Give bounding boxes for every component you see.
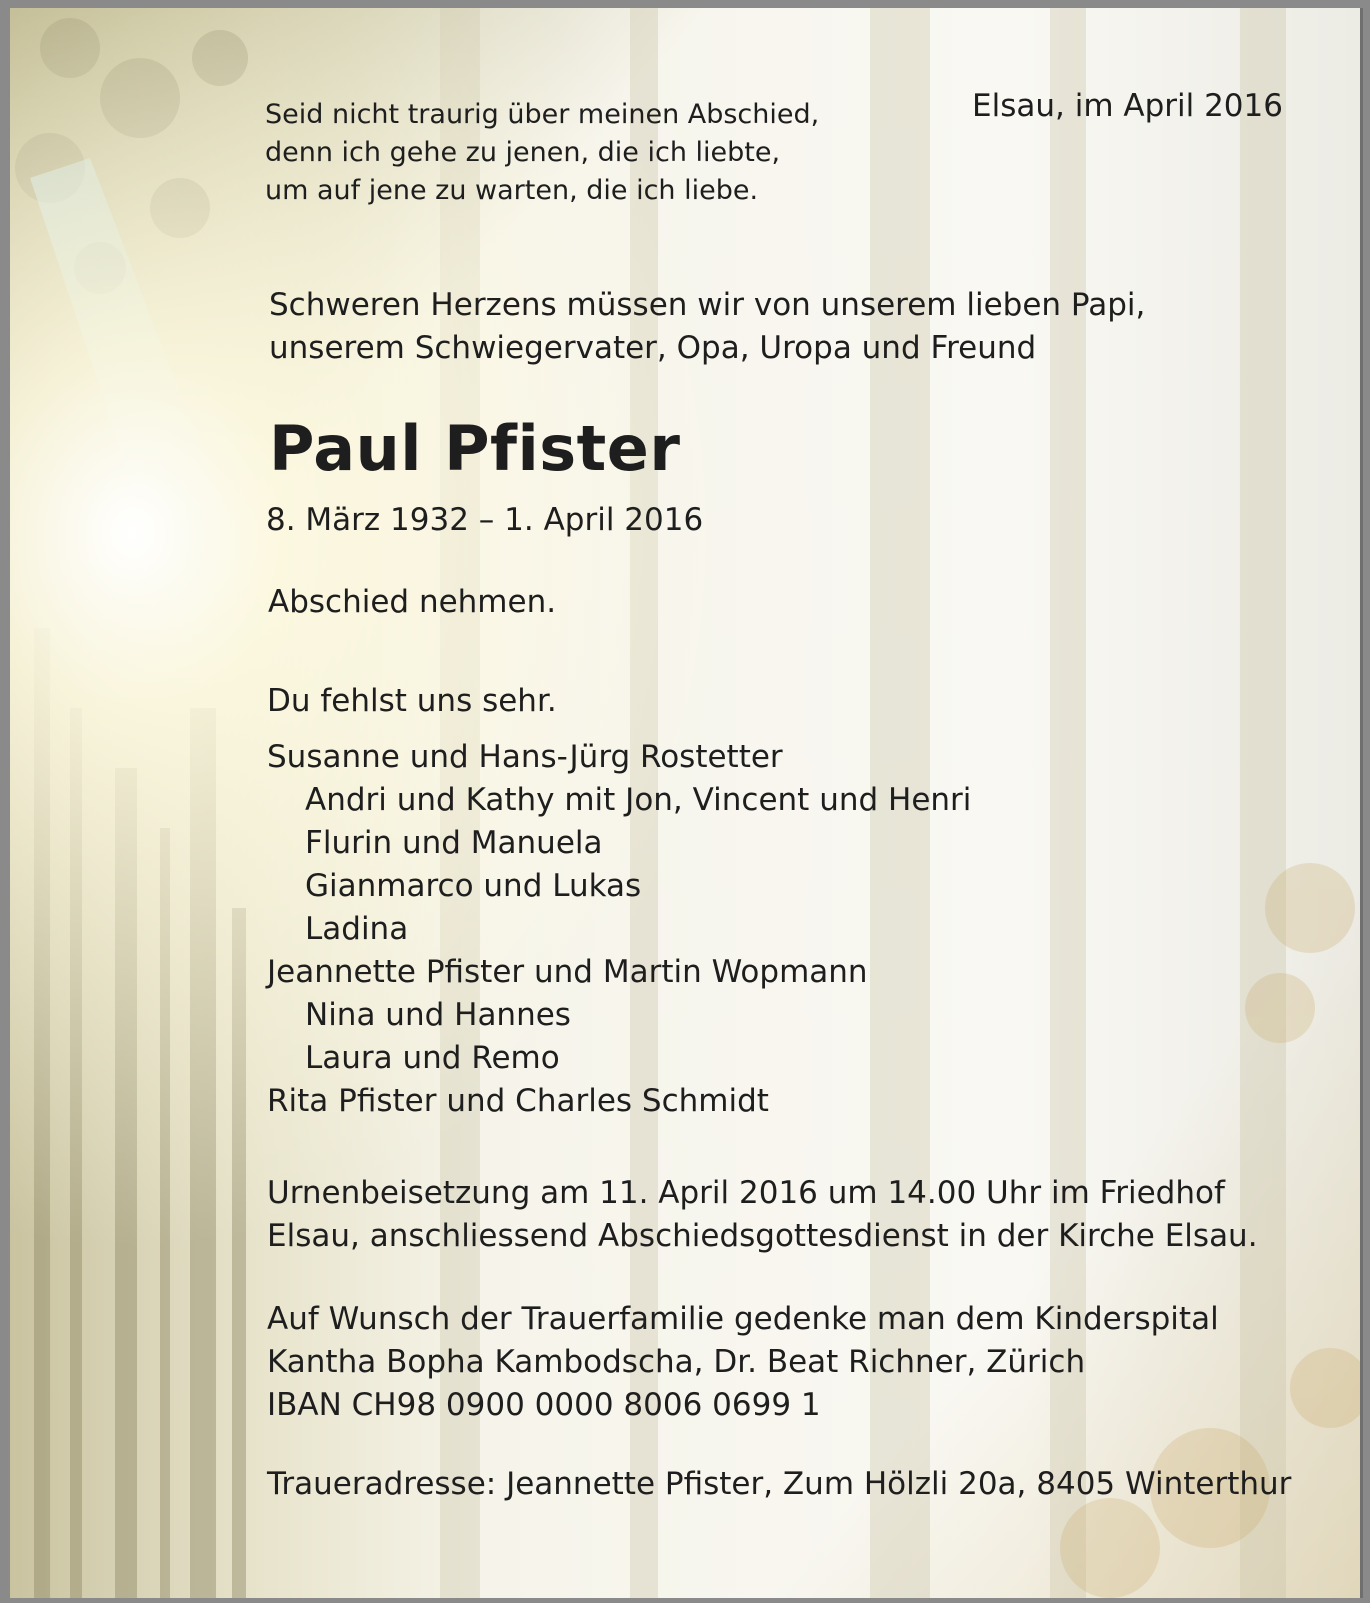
family-member: Ladina: [305, 911, 409, 947]
family-member: Jeannette Pfister und Martin Wopmann: [267, 954, 868, 990]
deceased-name: Paul Pfister: [269, 412, 681, 485]
family-member: Laura und Remo: [305, 1040, 560, 1076]
poem-line: um auf jene zu warten, die ich liebe.: [265, 175, 759, 206]
family-member: Susanne und Hans-Jürg Rostetter: [267, 739, 783, 775]
intro-line: unserem Schwiegervater, Opa, Uropa und Freund: [269, 330, 1037, 366]
family-member: Nina und Hannes: [305, 997, 571, 1033]
donation-line: Kantha Bopha Kambodscha, Dr. Beat Richner, Zürich: [267, 1344, 1086, 1380]
ceremony-info: [267, 1172, 1258, 1258]
family-list: [267, 736, 971, 1123]
family-member: Andri und Kathy mit Jon, Vincent und Henri: [305, 782, 972, 818]
intro-text: [269, 284, 1145, 370]
poem-line: denn ich gehe zu jenen, die ich liebte,: [265, 137, 781, 168]
family-member: Gianmarco und Lukas: [305, 868, 642, 904]
iban-line: IBAN CH98 0900 0000 8006 0699 1: [267, 1387, 821, 1423]
ceremony-line: Urnenbeisetzung am 11. April 2016 um 14.00 Uhr im Friedhof: [267, 1175, 1225, 1211]
life-dates: 8. März 1932 – 1. April 2016: [266, 502, 704, 538]
donation-line: Auf Wunsch der Trauerfamilie gedenke man dem Kinderspital: [267, 1301, 1219, 1337]
donation-info: [267, 1298, 1219, 1427]
poem-line: Seid nicht traurig über meinen Abschied,: [265, 99, 820, 130]
missed-text: Du fehlst uns sehr.: [267, 683, 557, 719]
family-member: Rita Pfister und Charles Schmidt: [267, 1083, 769, 1119]
farewell-text: Abschied nehmen.: [268, 584, 557, 620]
family-member: Flurin und Manuela: [305, 825, 603, 861]
ceremony-line: Elsau, anschliessend Abschiedsgottesdienst in der Kirche Elsau.: [267, 1218, 1258, 1254]
obituary-card: [10, 8, 1363, 1598]
poem: [265, 96, 819, 210]
place-date: Elsau, im April 2016: [972, 88, 1283, 124]
intro-line: Schweren Herzens müssen wir von unserem lieben Papi,: [269, 287, 1146, 323]
mourning-address: Traueradresse: Jeannette Pfister, Zum Hölzli 20a, 8405 Winterthur: [267, 1466, 1292, 1502]
